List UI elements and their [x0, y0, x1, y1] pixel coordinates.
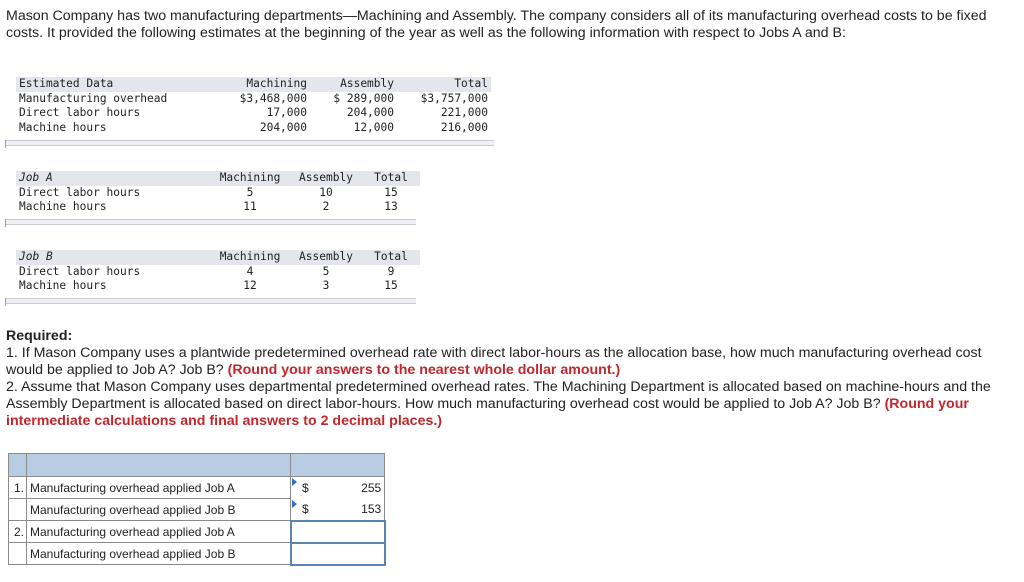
answer-input-job-b-q2[interactable]	[291, 543, 385, 565]
table-cell: 12,000	[353, 120, 394, 134]
table-divider	[6, 219, 416, 225]
table-cell: Direct labor hours	[19, 106, 141, 119]
table-cell: Direct labor hours	[19, 185, 141, 199]
answer-row	[9, 499, 385, 521]
answer-flag-icon	[292, 500, 297, 508]
table-cell: 13	[384, 200, 398, 213]
table-cell: 4	[246, 264, 254, 278]
table-header-cell: Total	[362, 250, 420, 265]
table-header-row	[16, 171, 420, 186]
table-cell: 9	[387, 264, 395, 278]
answer-header-row	[9, 454, 385, 477]
answer-label: Manufacturing overhead applied Job A	[27, 521, 291, 543]
required-section	[6, 328, 1011, 430]
table-header-row	[16, 77, 491, 92]
answer-number	[9, 499, 27, 521]
answer-row	[9, 521, 385, 543]
header-cell	[291, 454, 385, 477]
table-header-cell: Assembly	[290, 250, 362, 265]
table-header-cell: Machining	[210, 171, 290, 186]
table-cell: 15	[384, 279, 398, 292]
table-header-row	[16, 250, 420, 265]
table-header-cell: Estimated Data	[16, 77, 220, 92]
answer-input-job-b-q1[interactable]: 153	[312, 499, 385, 521]
table-cell: 11	[243, 200, 257, 213]
question-2-text: 2. Assume that Mason Company uses departmental predetermined overhead rates. The Machining Department is allocated based on machine-hours and the Assembly Department is allocated based on direct labor-hours. How much manufacturing overhead cost would be applied to Job A? Job B?	[6, 379, 991, 412]
table-cell: 15	[384, 185, 398, 199]
table-cell: Machine hours	[19, 279, 107, 292]
table-cell: 204,000	[346, 106, 394, 119]
table-cell: 10	[319, 185, 333, 199]
answer-label: Manufacturing overhead applied Job B	[27, 543, 291, 565]
table-cell: 2	[322, 200, 330, 213]
table-row	[16, 265, 420, 280]
table-cell: $3,468,000	[239, 91, 307, 105]
table-header-cell: Total	[362, 171, 420, 186]
table-header-cell: Assembly	[310, 77, 397, 92]
answer-table	[8, 453, 386, 566]
currency-symbol: $	[302, 480, 309, 495]
table-cell: Machine hours	[19, 200, 107, 213]
answer-input-job-a-q1[interactable]: 255	[312, 477, 385, 499]
table-cell: Direct labor hours	[19, 264, 141, 278]
table-row	[16, 106, 491, 121]
answer-input-job-a-q2[interactable]	[291, 521, 385, 543]
table-cell: Manufacturing overhead	[19, 91, 168, 105]
table-cell: 221,000	[440, 106, 488, 119]
table-cell: 5	[246, 185, 254, 199]
table-header-cell: Total	[397, 77, 491, 92]
answer-row	[9, 477, 385, 499]
answer-number: 1.	[9, 477, 27, 499]
answer-number: 2.	[9, 521, 27, 543]
table-cell: 5	[322, 264, 330, 278]
table-cell: $3,757,000	[420, 91, 488, 105]
table-cell: $ 289,000	[333, 91, 394, 105]
table-row	[16, 279, 420, 294]
table-row	[16, 186, 420, 201]
table-header-cell: Job A	[16, 171, 210, 186]
currency-cell	[291, 499, 312, 521]
currency-cell	[291, 477, 312, 499]
table-cell: 12	[243, 279, 257, 292]
question-1-text: 1. If Mason Company uses a plantwide predetermined overhead rate with direct labor-hours as the allocation base, how much manufacturing overhead cost would be applied to Job A? Job B?	[6, 345, 982, 378]
header-cell	[27, 454, 291, 477]
answer-label: Manufacturing overhead applied Job A	[27, 477, 291, 499]
answer-flag-icon	[292, 478, 297, 486]
intro-paragraph: Mason Company has two manufacturing departments—Machining and Assembly. The company considers all of its manufacturing overhead costs to be fixed costs. It provided the following estimates at the beginning of the year as well as the following information with respect to Jobs A and B:	[6, 8, 987, 41]
question-2-note: (Round your intermediate calculations and final answers to 2 decimal places.)	[6, 396, 969, 429]
table-header-cell: Assembly	[290, 171, 362, 186]
job-a-table	[16, 171, 420, 215]
table-cell: 216,000	[440, 120, 488, 134]
table-row	[16, 121, 491, 136]
answer-row	[9, 543, 385, 565]
question-2	[6, 379, 1011, 430]
estimated-data-table	[16, 77, 491, 135]
answer-label: Manufacturing overhead applied Job B	[27, 499, 291, 521]
table-header-cell: Job B	[16, 250, 210, 265]
required-heading: Required:	[6, 328, 73, 344]
table-cell: 17,000	[266, 106, 307, 119]
table-divider	[6, 140, 494, 146]
table-header-cell: Machining	[220, 77, 310, 92]
table-row	[16, 200, 420, 215]
question-1	[6, 345, 1011, 379]
job-b-table	[16, 250, 420, 294]
table-cell: Machine hours	[19, 120, 107, 134]
header-cell	[9, 454, 27, 477]
table-row	[16, 92, 491, 107]
table-divider	[6, 298, 416, 304]
answer-number	[9, 543, 27, 565]
table-header-cell: Machining	[210, 250, 290, 265]
table-cell: 204,000	[259, 120, 307, 134]
currency-symbol: $	[302, 502, 309, 516]
question-1-note: (Round your answers to the nearest whole dollar amount.)	[227, 362, 621, 378]
table-cell: 3	[322, 279, 330, 292]
